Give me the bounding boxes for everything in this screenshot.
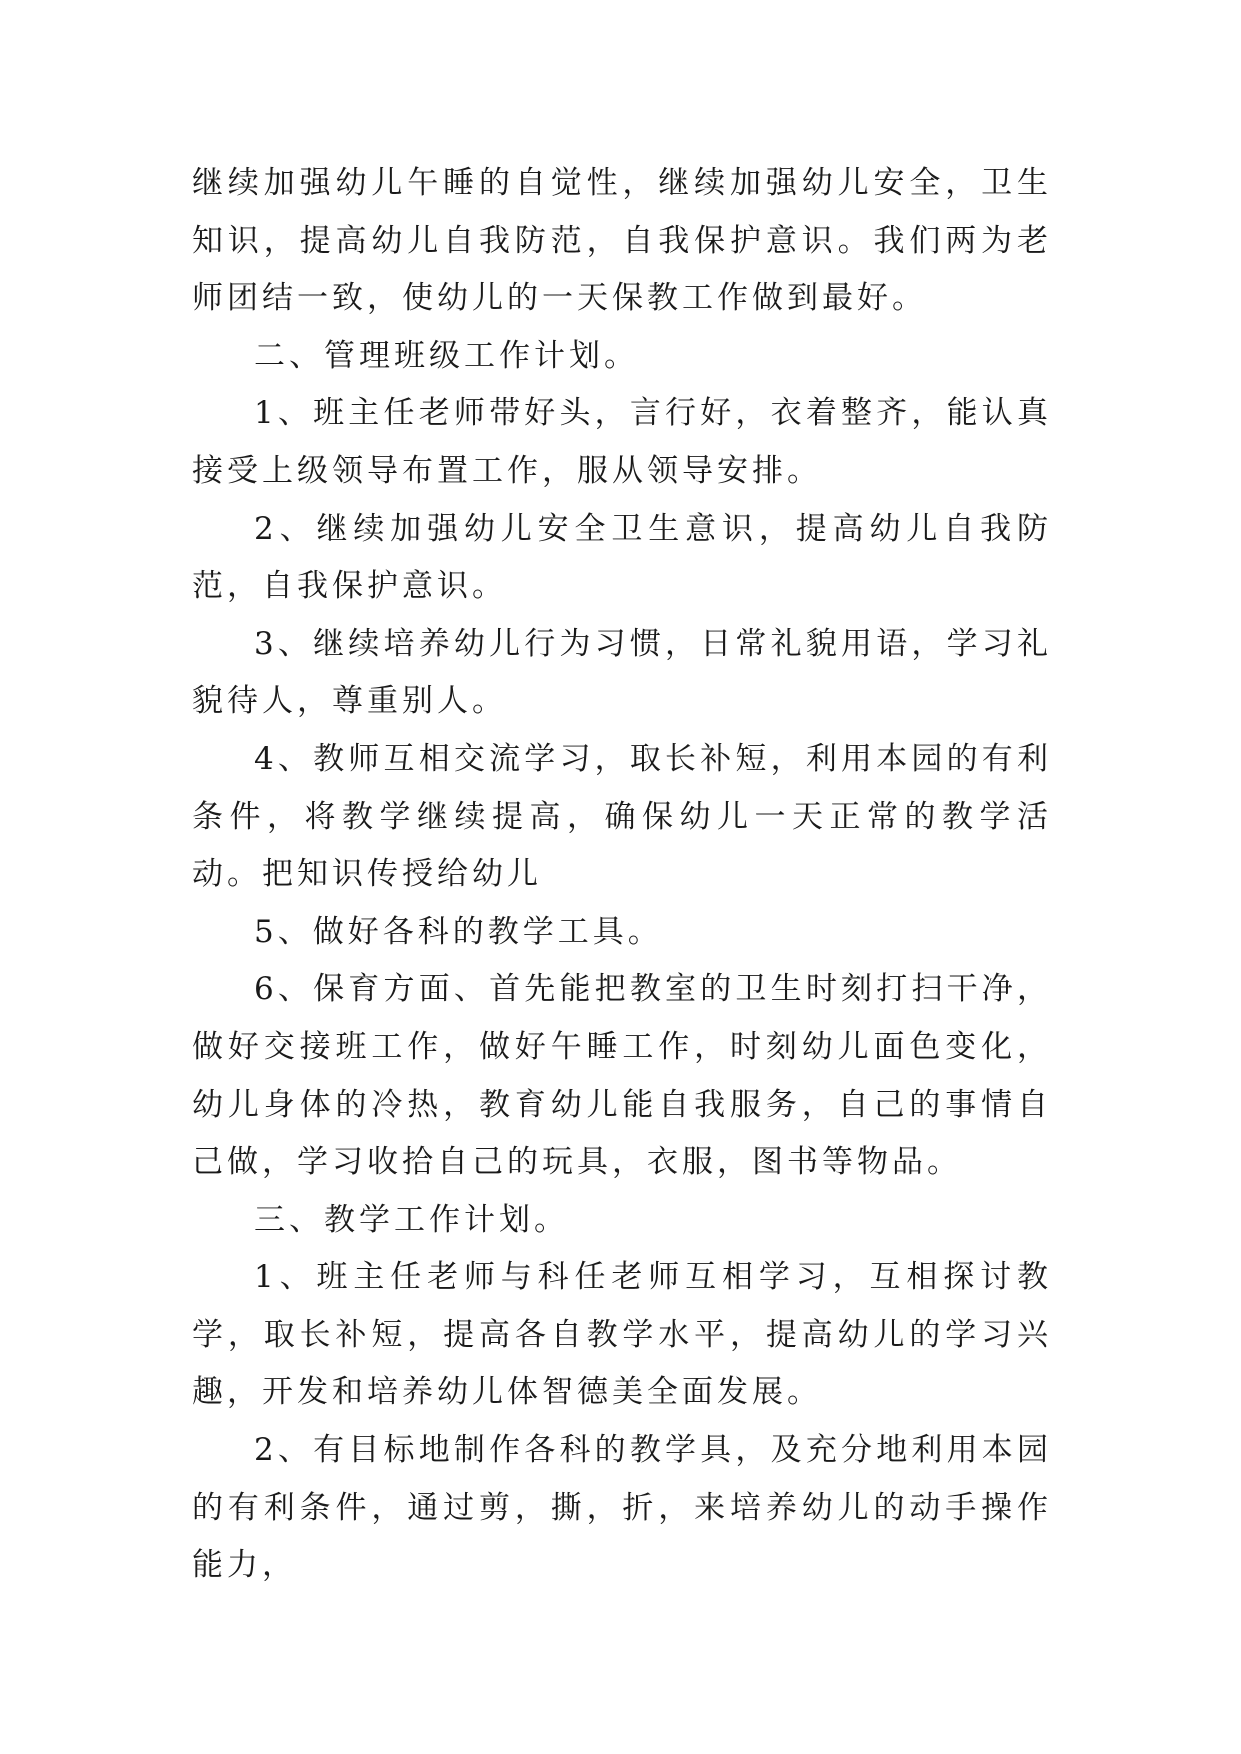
section-heading-class-management: 二、管理班级工作计划。 bbox=[254, 337, 639, 374]
paragraph-item: 1、班主任老师带好头，言行好，衣着整齐，能认真接受上级领导布置工作，服从领导安排。 bbox=[192, 395, 1052, 489]
paragraph-item: 6、保育方面、首先能把教室的卫生时刻打扫干净，做好交接班工作，做好午睡工作，时刻幼儿面色变化，幼儿身体的冷热，教育幼儿能自我服务，自己的事情自己做，学习收拾自己的玩具，衣服，图书等物品。 bbox=[192, 971, 1052, 1181]
paragraph-item: 2、继续加强幼儿安全卫生意识，提高幼儿自我防范，自我保护意识。 bbox=[192, 510, 1052, 605]
paragraph-item: 5、做好各科的教学工具。 bbox=[254, 913, 663, 950]
paragraph-continuation: 继续加强幼儿午睡的自觉性，继续加强幼儿安全，卫生知识，提高幼儿自我防范，自我保护意识。我们两为老师团结一致，使幼儿的一天保教工作做到最好。 bbox=[192, 165, 1052, 317]
paragraph-item: 2、有目标地制作各科的教学具，及充分地利用本园的有利条件，通过剪，撕，折，来培养幼儿的动手操作能力， bbox=[192, 1432, 1052, 1584]
section-heading-teaching-plan: 三、教学工作计划。 bbox=[254, 1201, 569, 1238]
document-body bbox=[192, 155, 1052, 1595]
paragraph-item: 1、班主任老师与科任老师互相学习，互相探讨教学，取长补短，提高各自教学水平，提高幼儿的学习兴趣，开发和培养幼儿体智德美全面发展。 bbox=[192, 1259, 1052, 1411]
paragraph-item: 3、继续培养幼儿行为习惯，日常礼貌用语，学习礼貌待人，尊重别人。 bbox=[192, 625, 1052, 720]
paragraph-item: 4、教师互相交流学习，取长补短，利用本园的有利条件，将教学继续提高，确保幼儿一天正常的教学活动。把知识传授给幼儿 bbox=[192, 740, 1052, 893]
